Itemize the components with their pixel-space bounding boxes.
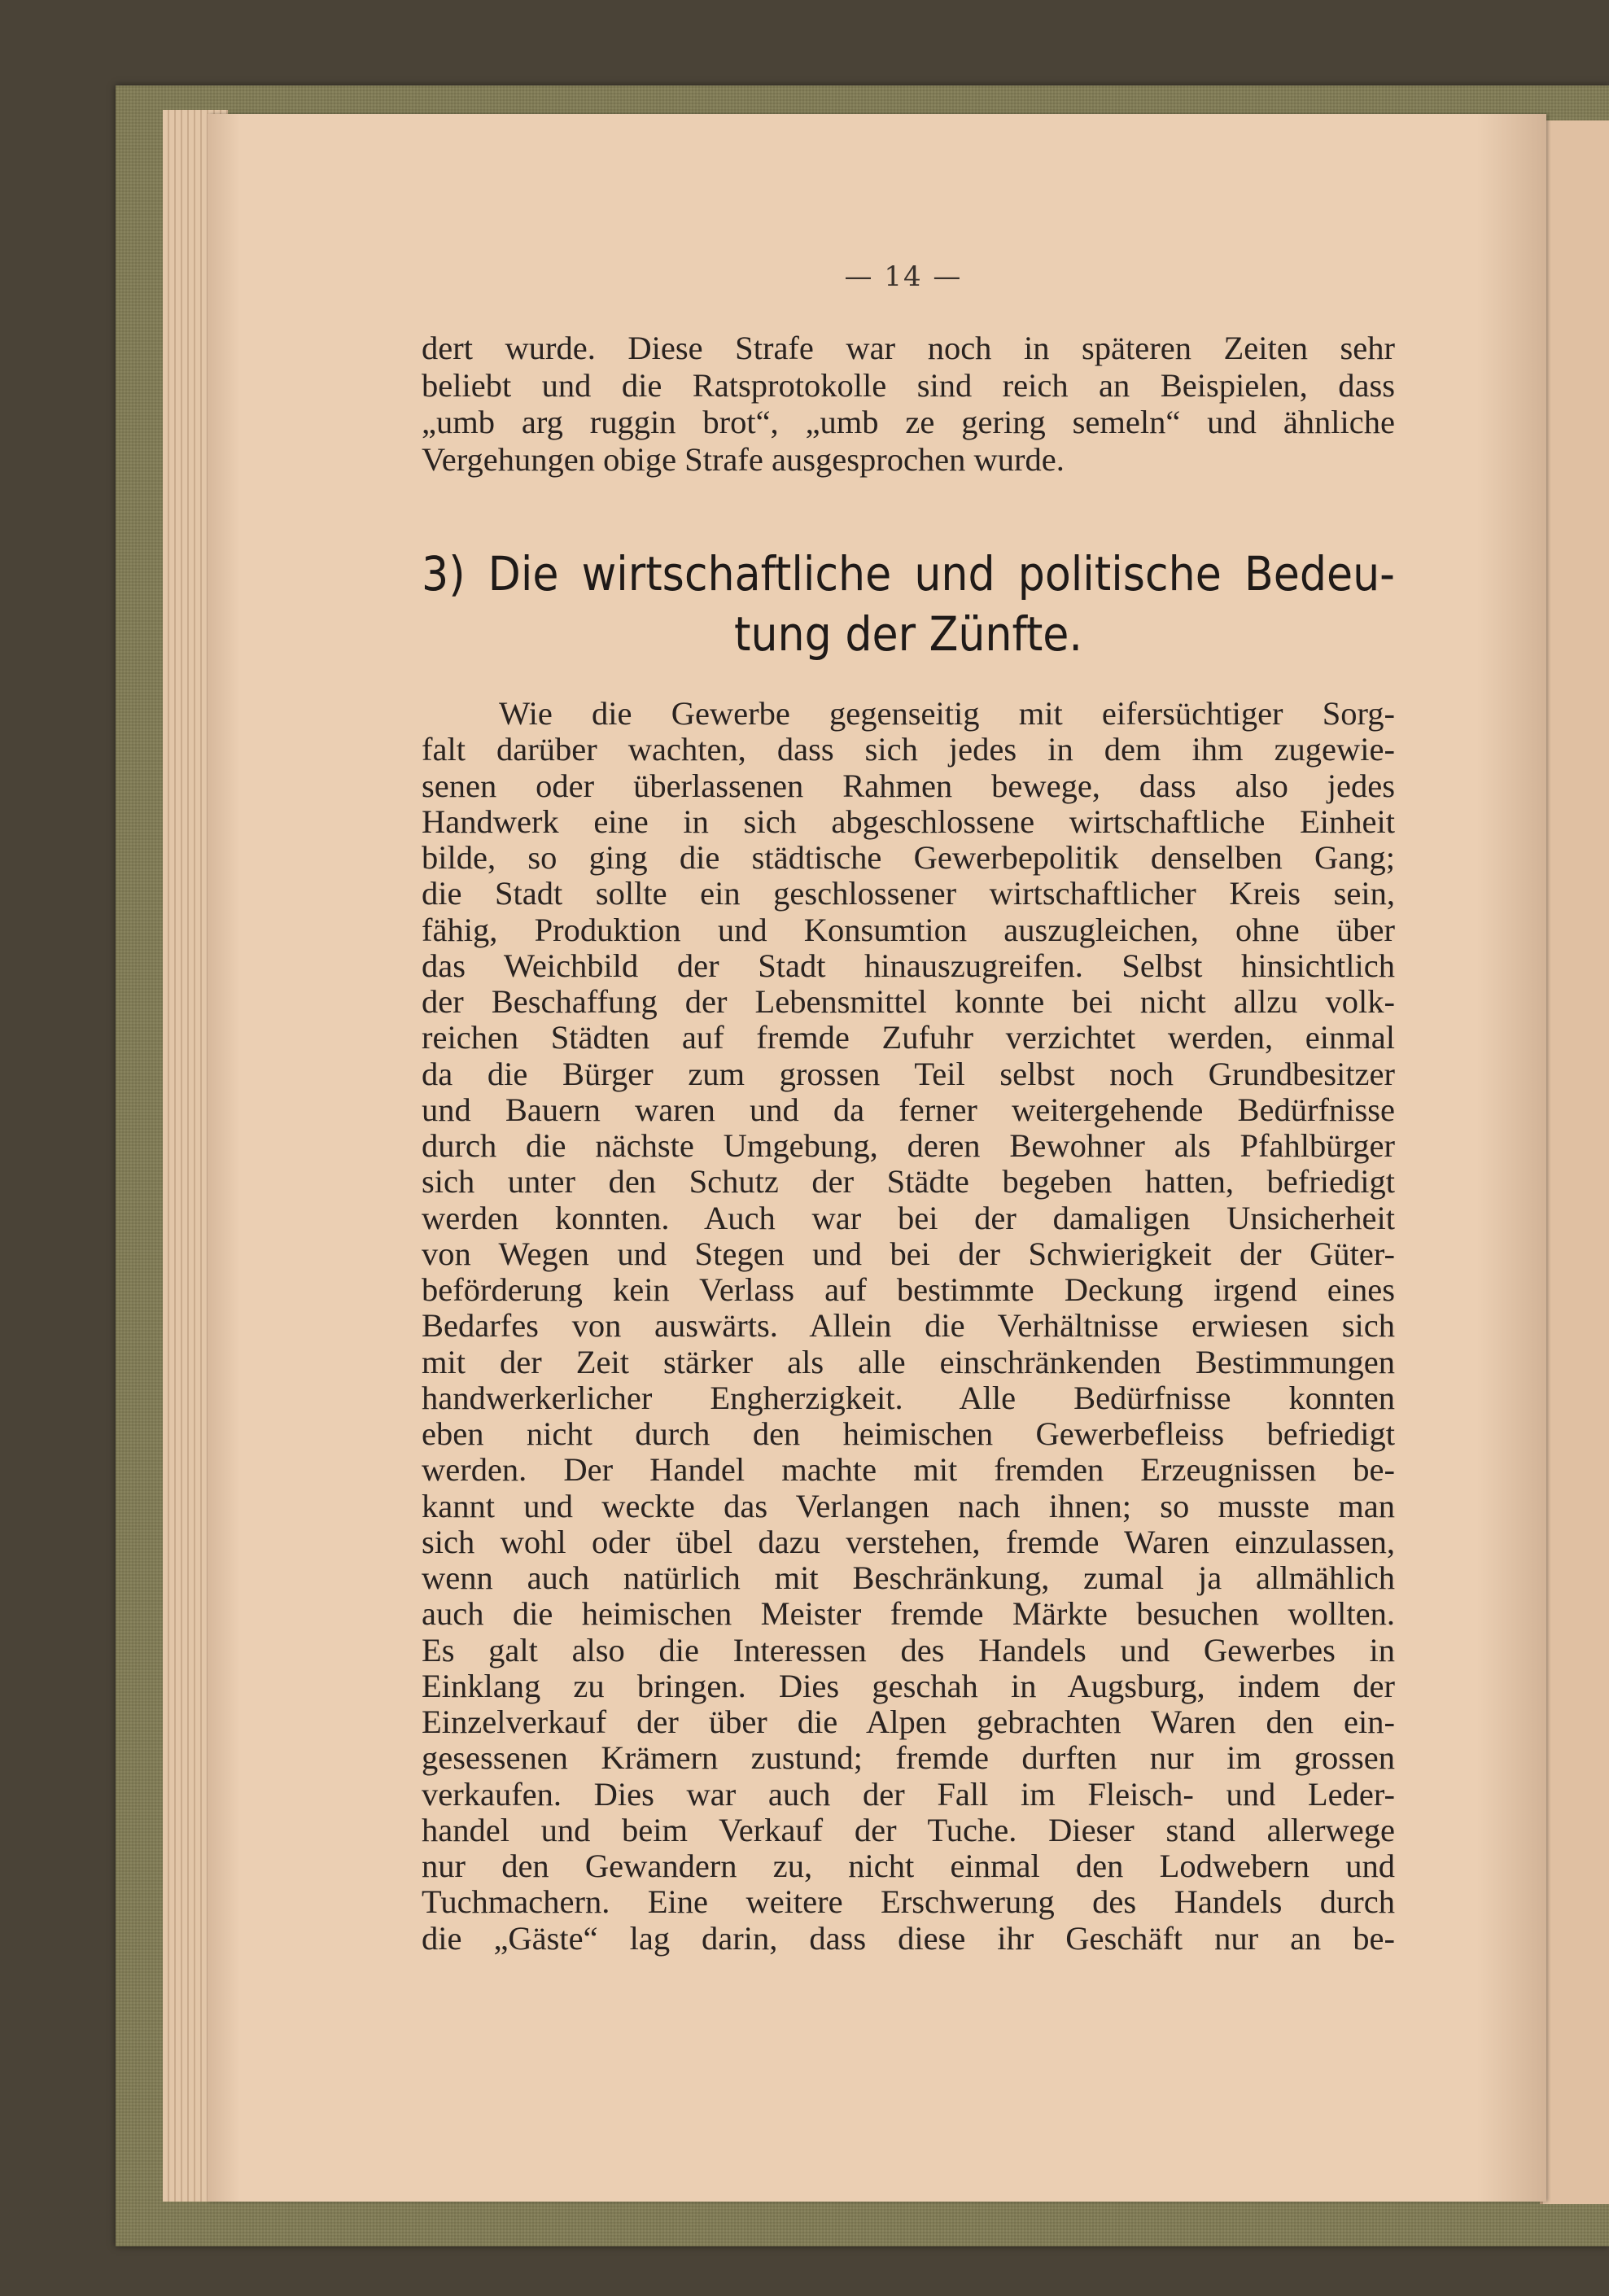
text-line: reichen Städten auf fremde Zufuhr verzichtet werden, einmal <box>422 1020 1395 1056</box>
text-line: nur den Gewandern zu, nicht einmal den Lodwebern und <box>422 1848 1395 1884</box>
text-line: werden. Der Handel machte mit fremden Erzeugnissen be- <box>422 1452 1395 1489</box>
text-line: sich unter den Schutz der Städte begeben hatten, befriedigt <box>422 1164 1395 1200</box>
text-line: Bedarfes von auswärts. Allein die Verhältnisse erwiesen sich <box>422 1308 1395 1345</box>
text-line: Es galt also die Interessen des Handels und Gewerbes in <box>422 1632 1395 1668</box>
text-line: die „Gäste“ lag darin, dass diese ihr Geschäft nur an be- <box>422 1920 1395 1957</box>
text-line: kannt und weckte das Verlangen nach ihnen; so musste man <box>422 1488 1395 1524</box>
text-line: das Weichbild der Stadt hinauszugreifen. Selbst hinsichtlich <box>422 947 1395 984</box>
text-line: „umb arg ruggin brot“, „umb ze gering semeln“ und ähnliche <box>422 404 1395 440</box>
text-line: werden konnten. Auch war bei der damaligen Unsicherheit <box>422 1200 1395 1236</box>
text-line: eben nicht durch den heimischen Gewerbefleiss befriedigt <box>422 1416 1395 1452</box>
text-line: dert wurde. Diese Strafe war noch in späteren Zeiten sehr <box>422 330 1395 366</box>
text-line: durch die nächste Umgebung, deren Bewohner als Pfahlbürger <box>422 1128 1395 1164</box>
text-line: gesessenen Krämern zustund; fremde durften nur im grossen <box>422 1740 1395 1777</box>
text-line: Wie die Gewerbe gegenseitig mit eifersüchtiger Sorg- <box>499 696 1395 732</box>
text-line: Vergehungen obige Strafe ausgesprochen wurde. <box>422 440 1065 478</box>
text-line: Einklang zu bringen. Dies geschah in Augsburg, indem der <box>422 1668 1395 1704</box>
text-line: von Wegen und Stegen und bei der Schwierigkeit der Güter- <box>422 1235 1395 1272</box>
section-heading <box>422 544 1395 664</box>
next-page-edge <box>1540 120 1609 2204</box>
text-line: senen oder überlassenen Rahmen bewege, dass also jedes <box>422 768 1395 804</box>
text-line: verkaufen. Dies war auch der Fall im Fleisch- und Leder- <box>422 1776 1395 1813</box>
text-line: auch die heimischen Meister fremde Märkte besuchen wollten. <box>422 1596 1395 1633</box>
text-line: da die Bürger zum grossen Teil selbst noch Grundbesitzer <box>422 1056 1395 1092</box>
page-number: — 14 — <box>844 260 963 293</box>
text-line: und Bauern waren und da ferner weitergehende Bedürfnisse <box>422 1091 1395 1128</box>
heading-line: tung der Zünfte. <box>734 606 1082 662</box>
text-line: Einzelverkauf der über die Alpen gebrachten Waren den ein- <box>422 1704 1395 1740</box>
text-line: handel und beim Verkauf der Tuche. Dieser stand allerwege <box>422 1812 1395 1848</box>
text-line: der Beschaffung der Lebensmittel konnte bei nicht allzu volk- <box>422 984 1395 1020</box>
text-line: handwerkerlicher Engherzigkeit. Alle Bedürfnisse konnten <box>422 1380 1395 1416</box>
text-line: wenn auch natürlich mit Beschränkung, zumal ja allmählich <box>422 1560 1395 1596</box>
text-line: mit der Zeit stärker als alle einschränkenden Bestimmungen <box>422 1344 1395 1380</box>
intro-paragraph <box>422 330 1395 478</box>
text-line: Handwerk eine in sich abgeschlossene wirtschaftliche Einheit <box>422 803 1395 840</box>
text-line: fähig, Produktion und Konsumtion auszugleichen, ohne über <box>422 912 1395 948</box>
text-line: beförderung kein Verlass auf bestimmte Deckung irgend eines <box>422 1272 1395 1308</box>
heading-line: 3) Die wirtschaftliche und politische Bedeu- <box>422 546 1395 601</box>
text-line: Tuchmachern. Eine weitere Erschwerung des Handels durch <box>422 1884 1395 1921</box>
text-line: bilde, so ging die städtische Gewerbepolitik denselben Gang; <box>422 840 1395 876</box>
text-line: falt darüber wachten, dass sich jedes in dem ihm zugewie- <box>422 732 1395 768</box>
text-line: beliebt und die Ratsprotokolle sind reich an Beispielen, dass <box>422 366 1395 404</box>
text-line: sich wohl oder übel dazu verstehen, fremde Waren einzulassen, <box>422 1524 1395 1560</box>
body-paragraph <box>422 696 1395 1957</box>
text-line: die Stadt sollte ein geschlossener wirtschaftlicher Kreis sein, <box>422 876 1395 912</box>
